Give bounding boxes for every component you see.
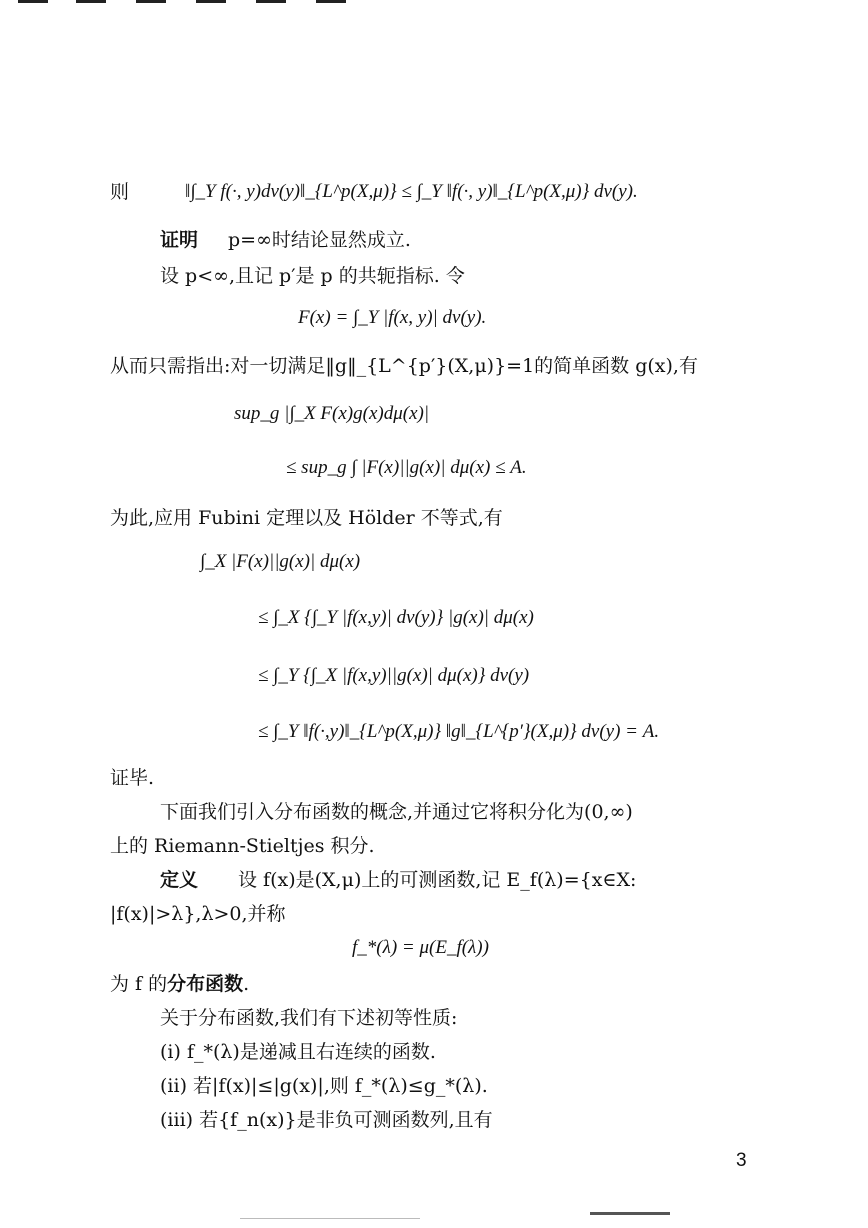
scan-artifact-top [136, 0, 166, 3]
scan-artifact-top [18, 0, 48, 3]
distribution-name-bold: 分布函数 [167, 973, 244, 995]
fubini-text: 为此,应用 Fubini 定理以及 Hölder 不等式,有 [110, 507, 503, 529]
then-label: 则 [110, 181, 130, 203]
minkowski-inequality: ‖∫_Y f(·, y)dν(y)‖_{L^p(X,μ)} ≤ ∫_Y ‖f(·, y)‖_{L^p(X,μ)} dν(y). [185, 181, 638, 202]
scan-artifact-top [316, 0, 346, 3]
property-ii: (ii) 若|f(x)|≤|g(x)|,则 f_*(λ)≤g_*(λ). [160, 1075, 488, 1097]
scan-artifact-bottom [590, 1212, 670, 1215]
distribution-intro: 下面我们引入分布函数的概念,并通过它将积分化为(0,∞) [160, 801, 633, 823]
scan-artifact-top [196, 0, 226, 3]
integral-line-2: ≤ ∫_X {∫_Y |f(x,y)| dν(y)} |g(x)| dμ(x) [258, 607, 534, 628]
distribution-name-prefix: 为 f 的 [110, 973, 168, 995]
sup-expression: sup_g |∫_X F(x)g(x)dμ(x)| [234, 403, 430, 424]
definition-label: 定义 [160, 869, 199, 891]
distribution-formula: f_*(λ) = μ(E_f(λ)) [352, 937, 489, 958]
property-i: (i) f_*(λ)是递减且右连续的函数. [160, 1041, 436, 1063]
integral-line-4: ≤ ∫_Y ‖f(·,y)‖_{L^p(X,μ)} ‖g‖_{L^{p′}(X,μ)} dν(y) = A. [258, 721, 660, 742]
property-iii: (iii) 若{f_n(x)}是非负可测函数列,且有 [160, 1109, 493, 1131]
definition-text: 设 f(x)是(X,μ)上的可测函数,记 E_f(λ)={x∈X: [238, 869, 637, 891]
simple-function-text: 从而只需指出:对一切满足‖g‖_{L^{p′}(X,μ)}=1的简单函数 g(x),有 [110, 355, 698, 377]
sup-bound: ≤ sup_g ∫ |F(x)||g(x)| dμ(x) ≤ A. [286, 457, 527, 478]
proof-text: p=∞时结论显然成立. [228, 229, 411, 251]
proof-label: 证明 [160, 229, 199, 251]
distribution-name-suffix: . [243, 973, 250, 995]
riemann-stieltjes-text: 上的 Riemann-Stieltjes 积分. [110, 835, 375, 857]
page-number: 3 [736, 1150, 747, 1171]
qed-text: 证毕. [110, 767, 155, 789]
scan-artifact-bottom [240, 1218, 420, 1219]
properties-intro: 关于分布函数,我们有下述初等性质: [160, 1007, 458, 1029]
scan-artifact-top [76, 0, 106, 3]
conjugate-text: 设 p<∞,且记 p′是 p 的共轭指标. 令 [160, 265, 465, 287]
F-definition: F(x) = ∫_Y |f(x, y)| dν(y). [298, 307, 487, 328]
integral-line-3: ≤ ∫_Y {∫_X |f(x,y)||g(x)| dμ(x)} dν(y) [258, 665, 530, 686]
integral-line-1: ∫_X |F(x)||g(x)| dμ(x) [200, 551, 361, 572]
distribution-name-line [110, 972, 249, 996]
definition-continued: |f(x)|>λ},λ>0,并称 [110, 903, 286, 925]
scan-artifact-top [256, 0, 286, 3]
